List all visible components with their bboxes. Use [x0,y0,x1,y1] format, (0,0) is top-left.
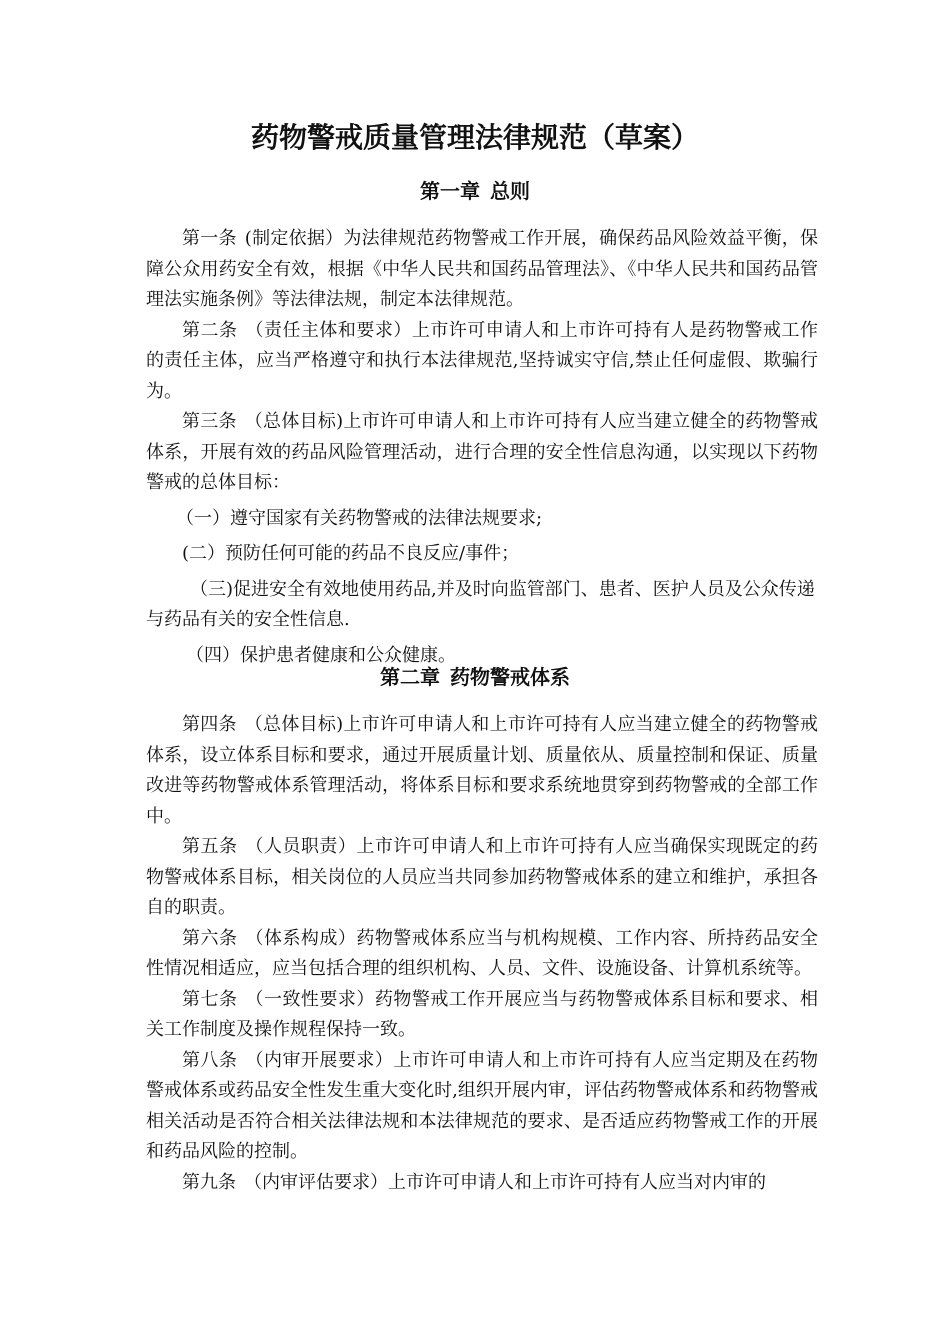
list-item: (二）预防任何可能的药品不良反应/事件； [182,543,520,564]
chapter-1-name: 总则 [490,179,530,203]
article-text: (制定依据）为法律规范药物警戒工作开展，确保药品风险效益平衡，保障公众用药安全有效，根据《中华人民共和国药品管理法》、《中华人民共和国药品管理法实施条例》等法律法规，制定本法律规范。 [146,228,818,310]
article-text: （总体目标)上市许可申请人和上市许可持有人应当建立健全的药物警戒体系，设立体系目标和要求，通过开展质量计划、质量依从、质量控制和保证、质量改进等药物警戒体系管理活动，将体系目标和要求系统地贯穿到药物警戒的全部工作中。 [146,714,818,827]
list-item: （四）保护患者健康和公众健康。 [186,644,456,666]
article-number: 第六条 [182,927,238,949]
article-number: 第二条 [182,319,238,341]
article-number: 第八条 [182,1049,238,1071]
article-number: 第一条 [182,228,237,249]
article-number: 第五条 [182,836,238,857]
article-3 [146,407,818,499]
list-item: （三)促进安全有效地使用药品,并及时向监管部门、患者、医护人员及公众传递与药品有关的安全性信息. [146,578,815,630]
document-title: 药物警戒质量管理法律规范（草案） [250,121,699,154]
article-text: （人员职责）上市许可申请人和上市许可持有人应当确保实现既定的药物警戒体系目标，相关岗位的人员应当共同参加药物警戒体系的建立和维护，承担各自的职责。 [146,836,819,918]
article-9 [146,1168,818,1199]
chapter-1-body [146,224,818,671]
article-text: （内审开展要求）上市许可申请人和上市许可持有人应当定期及在药物警戒体系或药品安全性发生重大变化时,组织开展内审，评估药物警戒体系和药物警戒相关活动是否符合相关法律法规和本法律规范的要求、是否适应药物警戒工作的开展和药品风险的控制。 [146,1049,819,1162]
article-7 [146,985,818,1046]
article-number: 第四条 [182,714,237,735]
chapter-1-heading [0,176,950,206]
chapter-1-number: 第一章 [420,179,480,203]
chapter-2-name: 药物警戒体系 [450,665,570,689]
article-6 [146,924,818,985]
chapter-2-number: 第二章 [380,665,440,689]
chapter-2-body [146,710,818,1198]
article-4 [146,710,818,832]
article-text: （内审评估要求）上市许可申请人和上市许可持有人应当对内审的 [244,1171,766,1193]
article-5 [146,832,818,924]
article-2 [146,316,818,408]
article-text: （总体目标)上市许可申请人和上市许可持有人应当建立健全的药物警戒体系，开展有效的药品风险管理活动，进行合理的安全性信息沟通，以实现以下药物警戒的总体目标： [146,411,818,493]
list-item: （一）遵守国家有关药物警戒的法律法规要求; [176,507,543,529]
article-8 [146,1046,818,1168]
article-text: （一致性要求）药物警戒工作开展应当与药物警戒体系目标和要求、相关工作制度及操作规程保持一致。 [146,988,819,1040]
article-text: （体系构成）药物警戒体系应当与机构规模、工作内容、所持药品安全性情况相适应，应当包括合理的组织机构、人员、文件、设施设备、计算机系统等。 [146,927,819,979]
article-number: 第九条 [182,1171,236,1193]
article-number: 第七条 [182,988,238,1010]
article-text: （责任主体和要求）上市许可申请人和上市许可持有人是药物警戒工作的责任主体，应当严格遵守和执行本法律规范,坚持诚实守信,禁止任何虚假、欺骗行为。 [146,319,819,402]
chapter-2-heading [0,662,950,692]
article-number: 第三条 [182,411,237,432]
article-1 [146,224,818,316]
